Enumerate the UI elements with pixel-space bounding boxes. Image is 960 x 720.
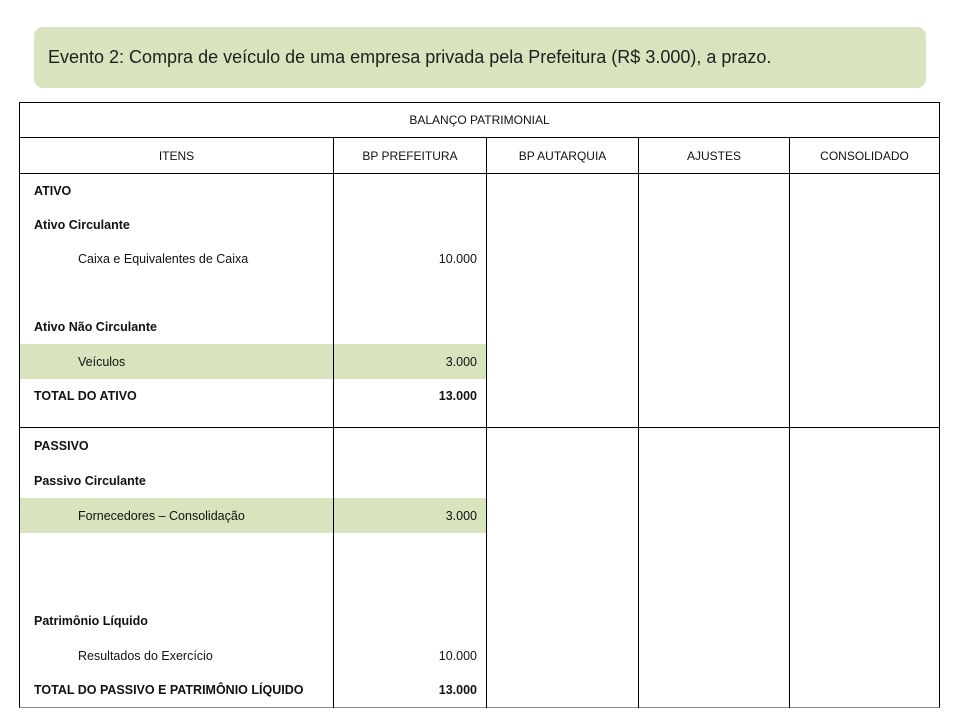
slide-title: Evento 2: Compra de veículo de uma empresa privada pela Prefeitura (R$ 3.000), a prazo.	[48, 47, 772, 67]
total-passivo-pl-prefeitura-value: 13.000	[438, 682, 477, 697]
ativo-circulante-heading: Ativo Circulante	[34, 218, 130, 232]
col-header-itens: ITENS	[158, 148, 195, 163]
total-ativo-label: TOTAL DO ATIVO	[34, 389, 137, 403]
total-passivo-pl-label: TOTAL DO PASSIVO E PATRIMÔNIO LÍQUIDO	[34, 682, 304, 697]
fornecedores-prefeitura-value: 3.000	[445, 508, 477, 523]
col-divider	[638, 138, 639, 708]
col-divider	[789, 138, 790, 708]
col-header-ajustes: AJUSTES	[686, 148, 741, 163]
veiculos-label: Veículos	[78, 354, 126, 369]
ativo-heading: ATIVO	[34, 184, 72, 198]
veiculos-prefeitura-value: 3.000	[445, 354, 477, 369]
col-header-bp-autarquia: BP AUTARQUIA	[518, 148, 607, 163]
passivo-circulante-heading: Passivo Circulante	[34, 473, 146, 488]
col-divider	[333, 138, 334, 708]
total-ativo-prefeitura-value: 13.000	[438, 389, 477, 403]
pl-heading: Patrimônio Líquido	[34, 613, 148, 628]
resultados-prefeitura-value: 10.000	[438, 648, 477, 663]
fornecedores-label: Fornecedores – Consolidação	[78, 508, 245, 523]
passivo-heading: PASSIVO	[34, 438, 89, 453]
table-caption: BALANÇO PATRIMONIAL	[409, 113, 550, 127]
ativo-nao-circulante-heading: Ativo Não Circulante	[34, 320, 157, 334]
title-banner	[34, 27, 926, 88]
resultados-label: Resultados do Exercício	[78, 648, 213, 663]
col-header-consolidado: CONSOLIDADO	[820, 148, 909, 163]
caixa-prefeitura-value: 10.000	[438, 252, 477, 266]
col-header-bp-prefeitura: BP PREFEITURA	[362, 148, 458, 163]
col-divider	[486, 138, 487, 708]
section-divider	[20, 427, 939, 428]
caixa-label: Caixa e Equivalentes de Caixa	[78, 252, 249, 266]
balance-sheet-table	[19, 102, 940, 708]
